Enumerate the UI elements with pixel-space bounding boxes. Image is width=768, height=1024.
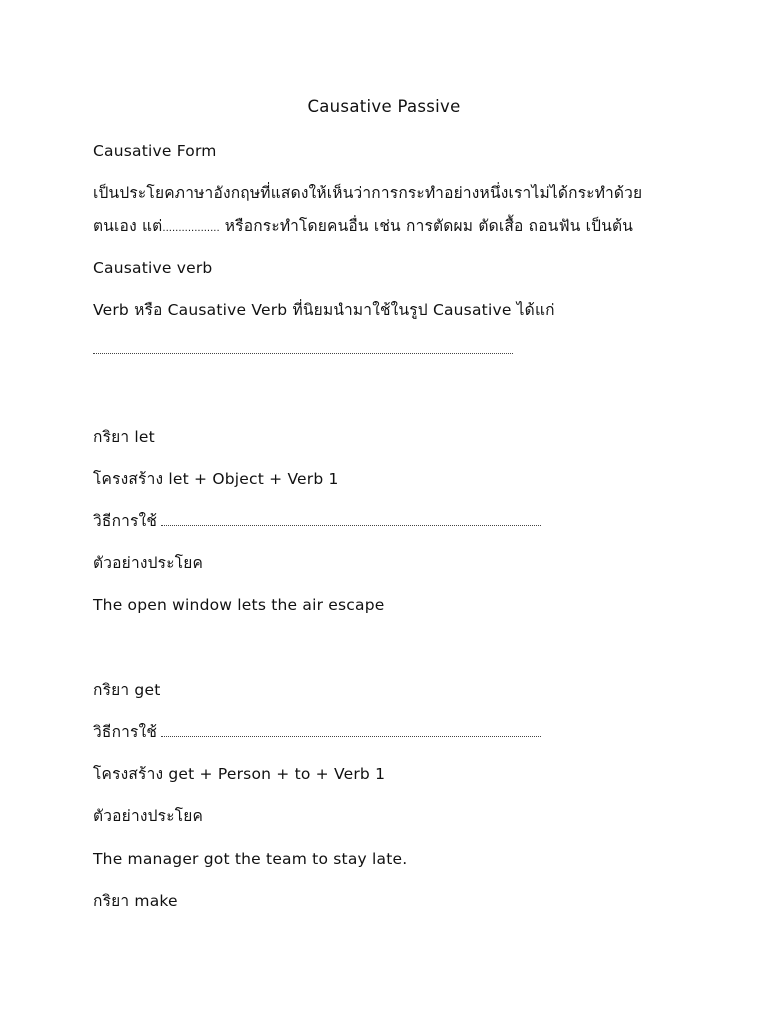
get-usage-blank xyxy=(161,735,541,737)
make-heading: กริยา make xyxy=(93,892,178,910)
let-example-label: ตัวอย่างประโยค xyxy=(93,554,204,572)
get-structure: โครงสร้าง get + Person + to + Verb 1 xyxy=(93,765,386,783)
let-example-sentence: The open window lets the air escape xyxy=(93,596,385,614)
let-usage-blank xyxy=(161,524,541,526)
let-structure: โครงสร้าง let + Object + Verb 1 xyxy=(93,470,339,488)
get-usage-label: วิธีการใช้ xyxy=(93,723,158,741)
causative-verb-heading: Causative verb xyxy=(93,259,213,277)
page-title: Causative Passive xyxy=(307,97,461,116)
paragraph-line2-start: ตนเอง แต่ xyxy=(93,217,163,235)
let-usage xyxy=(93,511,541,531)
let-usage-label: วิธีการใช้ xyxy=(93,512,158,530)
get-usage xyxy=(93,722,541,742)
answer-blank-line xyxy=(93,352,513,354)
get-example-label: ตัวอย่างประโยค xyxy=(93,807,204,825)
causative-form-paragraph-line1: เป็นประโยคภาษาอังกฤษที่แสดงให้เห็นว่าการกระทำอย่างหนึ่งเราไม่ได้กระทำด้วย xyxy=(93,184,643,202)
paragraph-line2-end: หรือกระทำโดยคนอื่น เช่น การตัดผม ตัดเสื้อ ถอนฟัน เป็นต้น xyxy=(219,217,634,235)
causative-verb-description: Verb หรือ Causative Verb ที่นิยมนำมาใช้ในรูป Causative ได้แก่ xyxy=(93,301,555,319)
causative-form-heading: Causative Form xyxy=(93,142,217,160)
let-heading: กริยา let xyxy=(93,428,155,446)
get-heading: กริยา get xyxy=(93,681,161,699)
fill-in-blank: .................. xyxy=(162,223,220,234)
causative-form-paragraph-line2 xyxy=(93,216,633,239)
get-example-sentence: The manager got the team to stay late. xyxy=(93,850,408,868)
